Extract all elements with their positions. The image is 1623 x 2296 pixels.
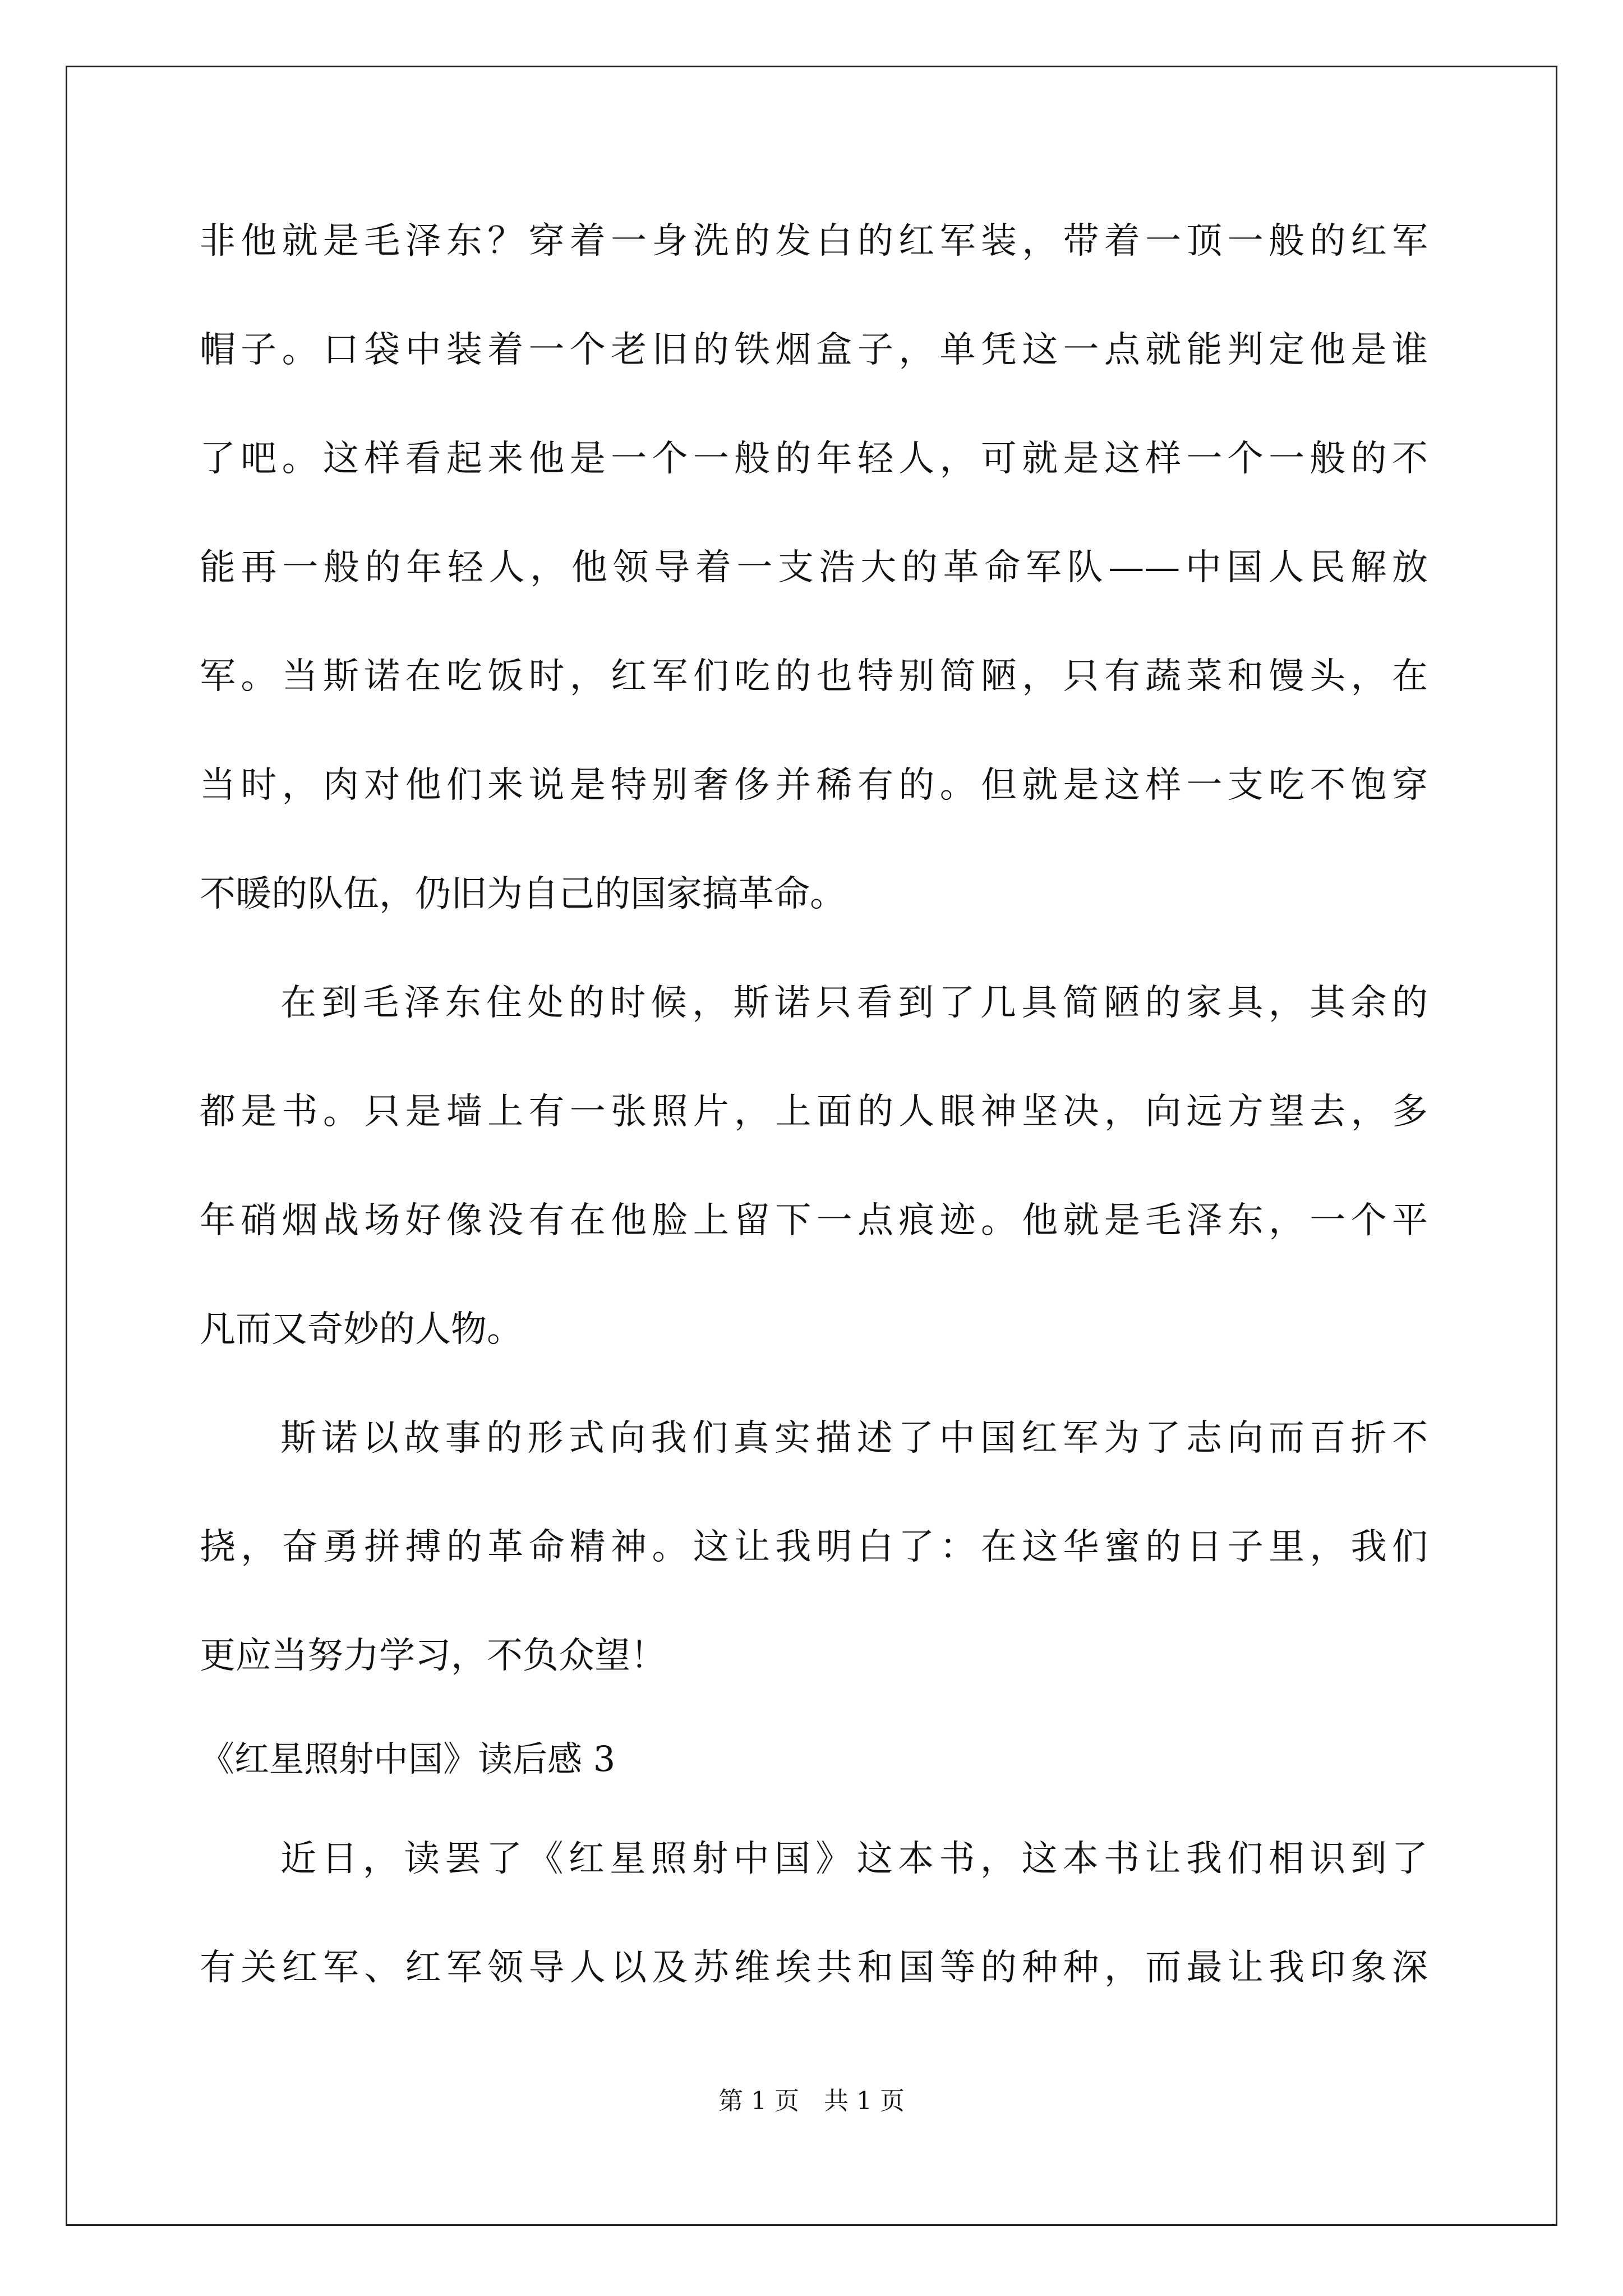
body-line-4: 能再一般的年轻人，他领导着一支浩大的革命军队——中国人民解放 bbox=[200, 547, 1428, 588]
page-border bbox=[66, 66, 1557, 2226]
body-line-12: 斯诺以故事的形式向我们真实描述了中国红军为了志向而百折不 bbox=[280, 1418, 1428, 1459]
body-line-8: 在到毛泽东住处的时候，斯诺只看到了几具简陋的家具，其余的 bbox=[280, 982, 1428, 1024]
body-line-7: 不暖的队伍，仍旧为自己的国家搞革命。 bbox=[200, 873, 846, 915]
body-line-14: 更应当努力学习，不负众望！ bbox=[200, 1635, 666, 1677]
body-line-16: 有关红军、红军领导人以及苏维埃共和国等的种种，而最让我印象深 bbox=[200, 1947, 1428, 1989]
body-line-5: 军。当斯诺在吃饭时，红军们吃的也特别简陋，只有蔬菜和馒头，在 bbox=[200, 656, 1428, 697]
body-line-10: 年硝烟战场好像没有在他脸上留下一点痕迹。他就是毛泽东，一个平 bbox=[200, 1200, 1428, 1241]
page-footer: 第 1 页 共 1 页 bbox=[718, 2087, 905, 2115]
section-heading: 《红星照射中国》读后感 3 bbox=[200, 1738, 616, 1779]
body-line-2: 帽子。口袋中装着一个老旧的铁烟盒子，单凭这一点就能判定他是谁 bbox=[200, 329, 1428, 371]
body-line-15: 近日，读罢了《红星照射中国》这本书，这本书让我们相识到了 bbox=[280, 1838, 1428, 1880]
body-line-6: 当时，肉对他们来说是特别奢侈并稀有的。但就是这样一支吃不饱穿 bbox=[200, 765, 1428, 806]
body-line-1: 非他就是毛泽东？穿着一身洗的发白的红军装，带着一顶一般的红军 bbox=[200, 220, 1428, 262]
body-line-9: 都是书。只是墙上有一张照片，上面的人眼神坚决，向远方望去，多 bbox=[200, 1091, 1428, 1133]
body-line-11: 凡而又奇妙的人物。 bbox=[200, 1309, 523, 1350]
body-line-3: 了吧。这样看起来他是一个一般的年轻人，可就是这样一个一般的不 bbox=[200, 438, 1428, 480]
body-line-13: 挠，奋勇拼搏的革命精神。这让我明白了：在这华蜜的日子里，我们 bbox=[200, 1526, 1428, 1568]
